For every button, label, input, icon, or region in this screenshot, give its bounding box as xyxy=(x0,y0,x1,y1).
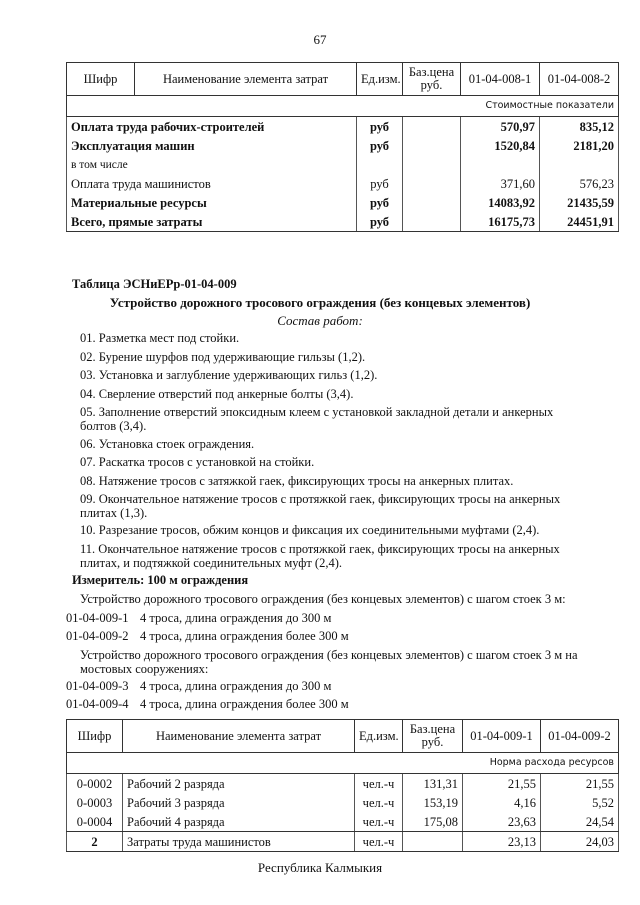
item-code: 01-04-009-1 xyxy=(66,611,129,625)
item-text: 4 троса, длина ограждения более 300 м xyxy=(140,697,349,711)
row-value-2: 24451,91 xyxy=(540,212,619,232)
section-label: Норма расхода ресурсов xyxy=(67,753,619,774)
row-value-2: 576,23 xyxy=(540,174,619,193)
row-base xyxy=(403,155,461,174)
row-value-1: 14083,92 xyxy=(461,193,540,212)
row-unit: руб xyxy=(357,174,403,193)
row-unit: руб xyxy=(357,136,403,155)
row-code: 0-0003 xyxy=(67,793,123,812)
work-item: 10. Разрезание тросов, обжим концов и фиксация их соединительными муфтами (2,4). xyxy=(80,523,540,537)
row-value-1: 4,16 xyxy=(463,793,541,812)
work-item: 04. Сверление отверстий под анкерные болты (3,4). xyxy=(80,387,354,401)
section-label: Стоимостные показатели xyxy=(67,96,619,117)
row-name: Рабочий 2 разряда xyxy=(123,774,355,794)
table-row xyxy=(67,155,619,174)
work-item: 05. Заполнение отверстий эпоксидным клеем с установкой закладной детали и анкерных болтов (3,4). xyxy=(80,405,554,433)
row-name: Рабочий 3 разряда xyxy=(123,793,355,812)
row-value-1: 23,63 xyxy=(463,812,541,832)
row-unit: чел.-ч xyxy=(355,774,403,794)
row-code: 0-0004 xyxy=(67,812,123,832)
header-code: Шифр xyxy=(67,63,135,96)
row-value-1: 1520,84 xyxy=(461,136,540,155)
section-row xyxy=(67,96,619,117)
row-name: Затраты труда машинистов xyxy=(123,832,355,852)
row-unit: чел.-ч xyxy=(355,793,403,812)
row-name: Оплата труда машинистов xyxy=(67,174,357,193)
row-unit: чел.-ч xyxy=(355,812,403,832)
row-base xyxy=(403,193,461,212)
table-row xyxy=(67,812,619,832)
row-base xyxy=(403,117,461,137)
row-unit: чел.-ч xyxy=(355,832,403,852)
item-text: 4 троса, длина ограждения более 300 м xyxy=(140,629,349,643)
table-row xyxy=(67,212,619,232)
cost-indicators-table xyxy=(66,62,619,232)
row-code: 2 xyxy=(67,832,123,852)
header-col-1: 01-04-008-1 xyxy=(461,63,540,96)
work-item: 01. Разметка мест под стойки. xyxy=(80,331,240,345)
header-name: Наименование элемента затрат xyxy=(135,63,357,96)
work-item: 06. Установка стоек ограждения. xyxy=(80,437,255,451)
table-title: Таблица ЭСНиЕРр-01-04-009 xyxy=(72,277,237,291)
row-name: Материальные ресурсы xyxy=(67,193,357,212)
page-number: 67 xyxy=(313,32,327,47)
item-code: 01-04-009-4 xyxy=(66,697,129,711)
row-value-2: 835,12 xyxy=(540,117,619,137)
row-value-2: 24,03 xyxy=(541,832,619,852)
header-col-2: 01-04-008-2 xyxy=(540,63,619,96)
work-item: 07. Раскатка тросов с установкой на стойки. xyxy=(80,455,315,469)
row-value-2: 21435,59 xyxy=(540,193,619,212)
row-base: 131,31 xyxy=(403,774,463,794)
row-value-1: 570,97 xyxy=(461,117,540,137)
row-value-1: 21,55 xyxy=(463,774,541,794)
table-header-row xyxy=(67,63,619,96)
works-heading: Состав работ: xyxy=(277,313,363,328)
header-base-price: Баз.цена руб. xyxy=(403,63,461,96)
code-item xyxy=(66,697,349,712)
row-unit: руб xyxy=(357,117,403,137)
row-code: 0-0002 xyxy=(67,774,123,794)
table-row xyxy=(67,832,619,852)
row-base xyxy=(403,212,461,232)
table-header-row xyxy=(67,720,619,753)
row-value-1 xyxy=(461,155,540,174)
row-value-1: 371,60 xyxy=(461,174,540,193)
row-value-2: 5,52 xyxy=(541,793,619,812)
header-base-price: Баз.цена руб. xyxy=(403,720,463,753)
item-code: 01-04-009-3 xyxy=(66,679,129,693)
row-value-2: 2181,20 xyxy=(540,136,619,155)
header-unit: Ед.изм. xyxy=(355,720,403,753)
work-item: 08. Натяжение тросов с затяжкой гаек, фиксирующих тросы на анкерных плитах. xyxy=(80,474,514,488)
header-name: Наименование элемента затрат xyxy=(123,720,355,753)
table-subtitle: Устройство дорожного тросового ограждения (без концевых элементов) xyxy=(109,295,531,310)
row-base: 175,08 xyxy=(403,812,463,832)
header-code: Шифр xyxy=(67,720,123,753)
row-name: Оплата труда рабочих-строителей xyxy=(67,117,357,137)
group-description: Устройство дорожного тросового ограждения (без концевых элементов) с шагом стоек 3 м: xyxy=(80,592,566,606)
row-base xyxy=(403,136,461,155)
row-base xyxy=(403,174,461,193)
work-item: 02. Бурение шурфов под удерживающие гильзы (1,2). xyxy=(80,350,366,364)
table-row xyxy=(67,793,619,812)
code-item xyxy=(66,629,349,644)
row-name: Рабочий 4 разряда xyxy=(123,812,355,832)
table-row xyxy=(67,193,619,212)
work-item: 03. Установка и заглубление удерживающих гильз (1,2). xyxy=(80,368,378,382)
resource-norms-table xyxy=(66,719,619,852)
work-item: 11. Окончательное натяжение тросов с протяжкой гаек, фиксирующих тросы на анкерных плитах, и подтяжкой соединительных муфт (2,4). xyxy=(80,542,560,570)
row-value-1: 16175,73 xyxy=(461,212,540,232)
item-text: 4 троса, длина ограждения до 300 м xyxy=(140,611,332,625)
code-item xyxy=(66,679,331,694)
row-value-2 xyxy=(540,155,619,174)
table-row xyxy=(67,117,619,137)
row-name: в том числе xyxy=(67,155,357,174)
row-unit: руб xyxy=(357,193,403,212)
section-row xyxy=(67,753,619,774)
row-value-2: 21,55 xyxy=(541,774,619,794)
header-unit: Ед.изм. xyxy=(357,63,403,96)
table-row xyxy=(67,136,619,155)
row-unit: руб xyxy=(357,212,403,232)
header-col-2: 01-04-009-2 xyxy=(541,720,619,753)
row-value-1: 23,13 xyxy=(463,832,541,852)
row-unit xyxy=(357,155,403,174)
item-code: 01-04-009-2 xyxy=(66,629,129,643)
item-text: 4 троса, длина ограждения до 300 м xyxy=(140,679,332,693)
row-name: Эксплуатация машин xyxy=(67,136,357,155)
page-footer: Республика Калмыкия xyxy=(257,860,383,875)
table-row xyxy=(67,174,619,193)
row-base xyxy=(403,832,463,852)
header-col-1: 01-04-009-1 xyxy=(463,720,541,753)
group-description: Устройство дорожного тросового ограждения (без концевых элементов) с шагом стоек 3 м на мостовых сооружениях: xyxy=(80,648,578,676)
row-name: Всего, прямые затраты xyxy=(67,212,357,232)
work-item: 09. Окончательное натяжение тросов с протяжкой гаек, фиксирующих тросы на анкерных плитах (1,3). xyxy=(80,492,561,520)
measure-unit: Измеритель: 100 м ограждения xyxy=(72,573,249,587)
row-value-2: 24,54 xyxy=(541,812,619,832)
table-row xyxy=(67,774,619,794)
code-item xyxy=(66,611,331,626)
row-base: 153,19 xyxy=(403,793,463,812)
